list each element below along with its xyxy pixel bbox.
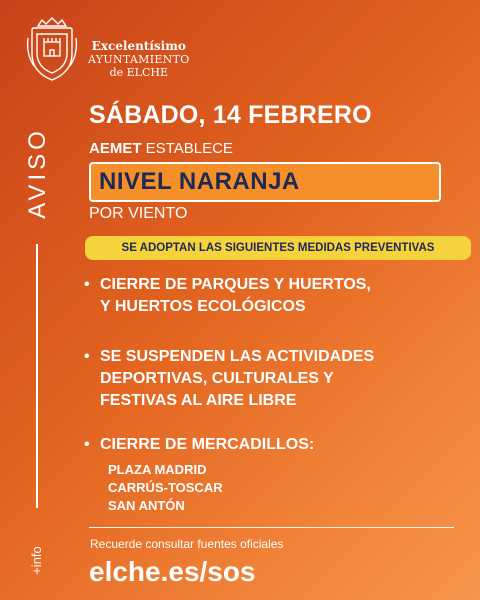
org-line-2: AYUNTAMIENTO (88, 53, 190, 66)
aviso-text: AVISO (24, 127, 52, 219)
measure-item (84, 346, 374, 412)
vertical-divider (36, 244, 38, 508)
measure-item (84, 434, 314, 456)
org-line-3: de ELCHE (109, 66, 168, 79)
notice-date: SÁBADO, 14 FEBRERO (89, 101, 372, 129)
aemet-rest: ESTABLECE (141, 140, 233, 157)
aemet-strong: AEMET (89, 140, 142, 157)
market-location: CARRÚS-TOSCAR (108, 480, 223, 495)
info-vertical-label (20, 538, 52, 582)
city-council-name (88, 40, 190, 79)
bullet-icon: • (84, 436, 90, 453)
city-coat-of-arms-icon (24, 14, 80, 84)
footer-divider (89, 527, 454, 528)
measure-text: SE SUSPENDEN LAS ACTIVIDADES DEPORTIVAS, CULTURALES Y FESTIVAS AL AIRE LIBRE (100, 348, 375, 409)
bullet-icon: • (84, 348, 90, 365)
official-sources-note: Recuerde consultar fuentes oficiales (90, 537, 284, 551)
alert-level-box (89, 162, 441, 202)
alert-reason: POR VIENTO (89, 205, 188, 222)
info-text: +info (28, 545, 44, 575)
aemet-line (89, 140, 233, 157)
bullet-icon: • (84, 276, 90, 293)
market-location: PLAZA MADRID (108, 462, 207, 477)
alert-level-text: NIVEL NARANJA (99, 168, 300, 195)
measures-banner-text: SE ADOPTAN LAS SIGUIENTES MEDIDAS PREVENTIVAS (121, 242, 435, 254)
aviso-vertical-label (18, 108, 58, 238)
measure-text: CIERRE DE PARQUES Y HUERTOS, Y HUERTOS ECOLÓGICOS (100, 276, 371, 315)
measures-banner (85, 236, 471, 260)
measure-item (84, 274, 371, 318)
org-line-1: Excelentísimo (91, 39, 186, 53)
sos-url[interactable]: elche.es/sos (89, 556, 256, 587)
market-location: SAN ANTÓN (108, 498, 185, 513)
measure-text: CIERRE DE MERCADILLOS: (100, 436, 315, 453)
